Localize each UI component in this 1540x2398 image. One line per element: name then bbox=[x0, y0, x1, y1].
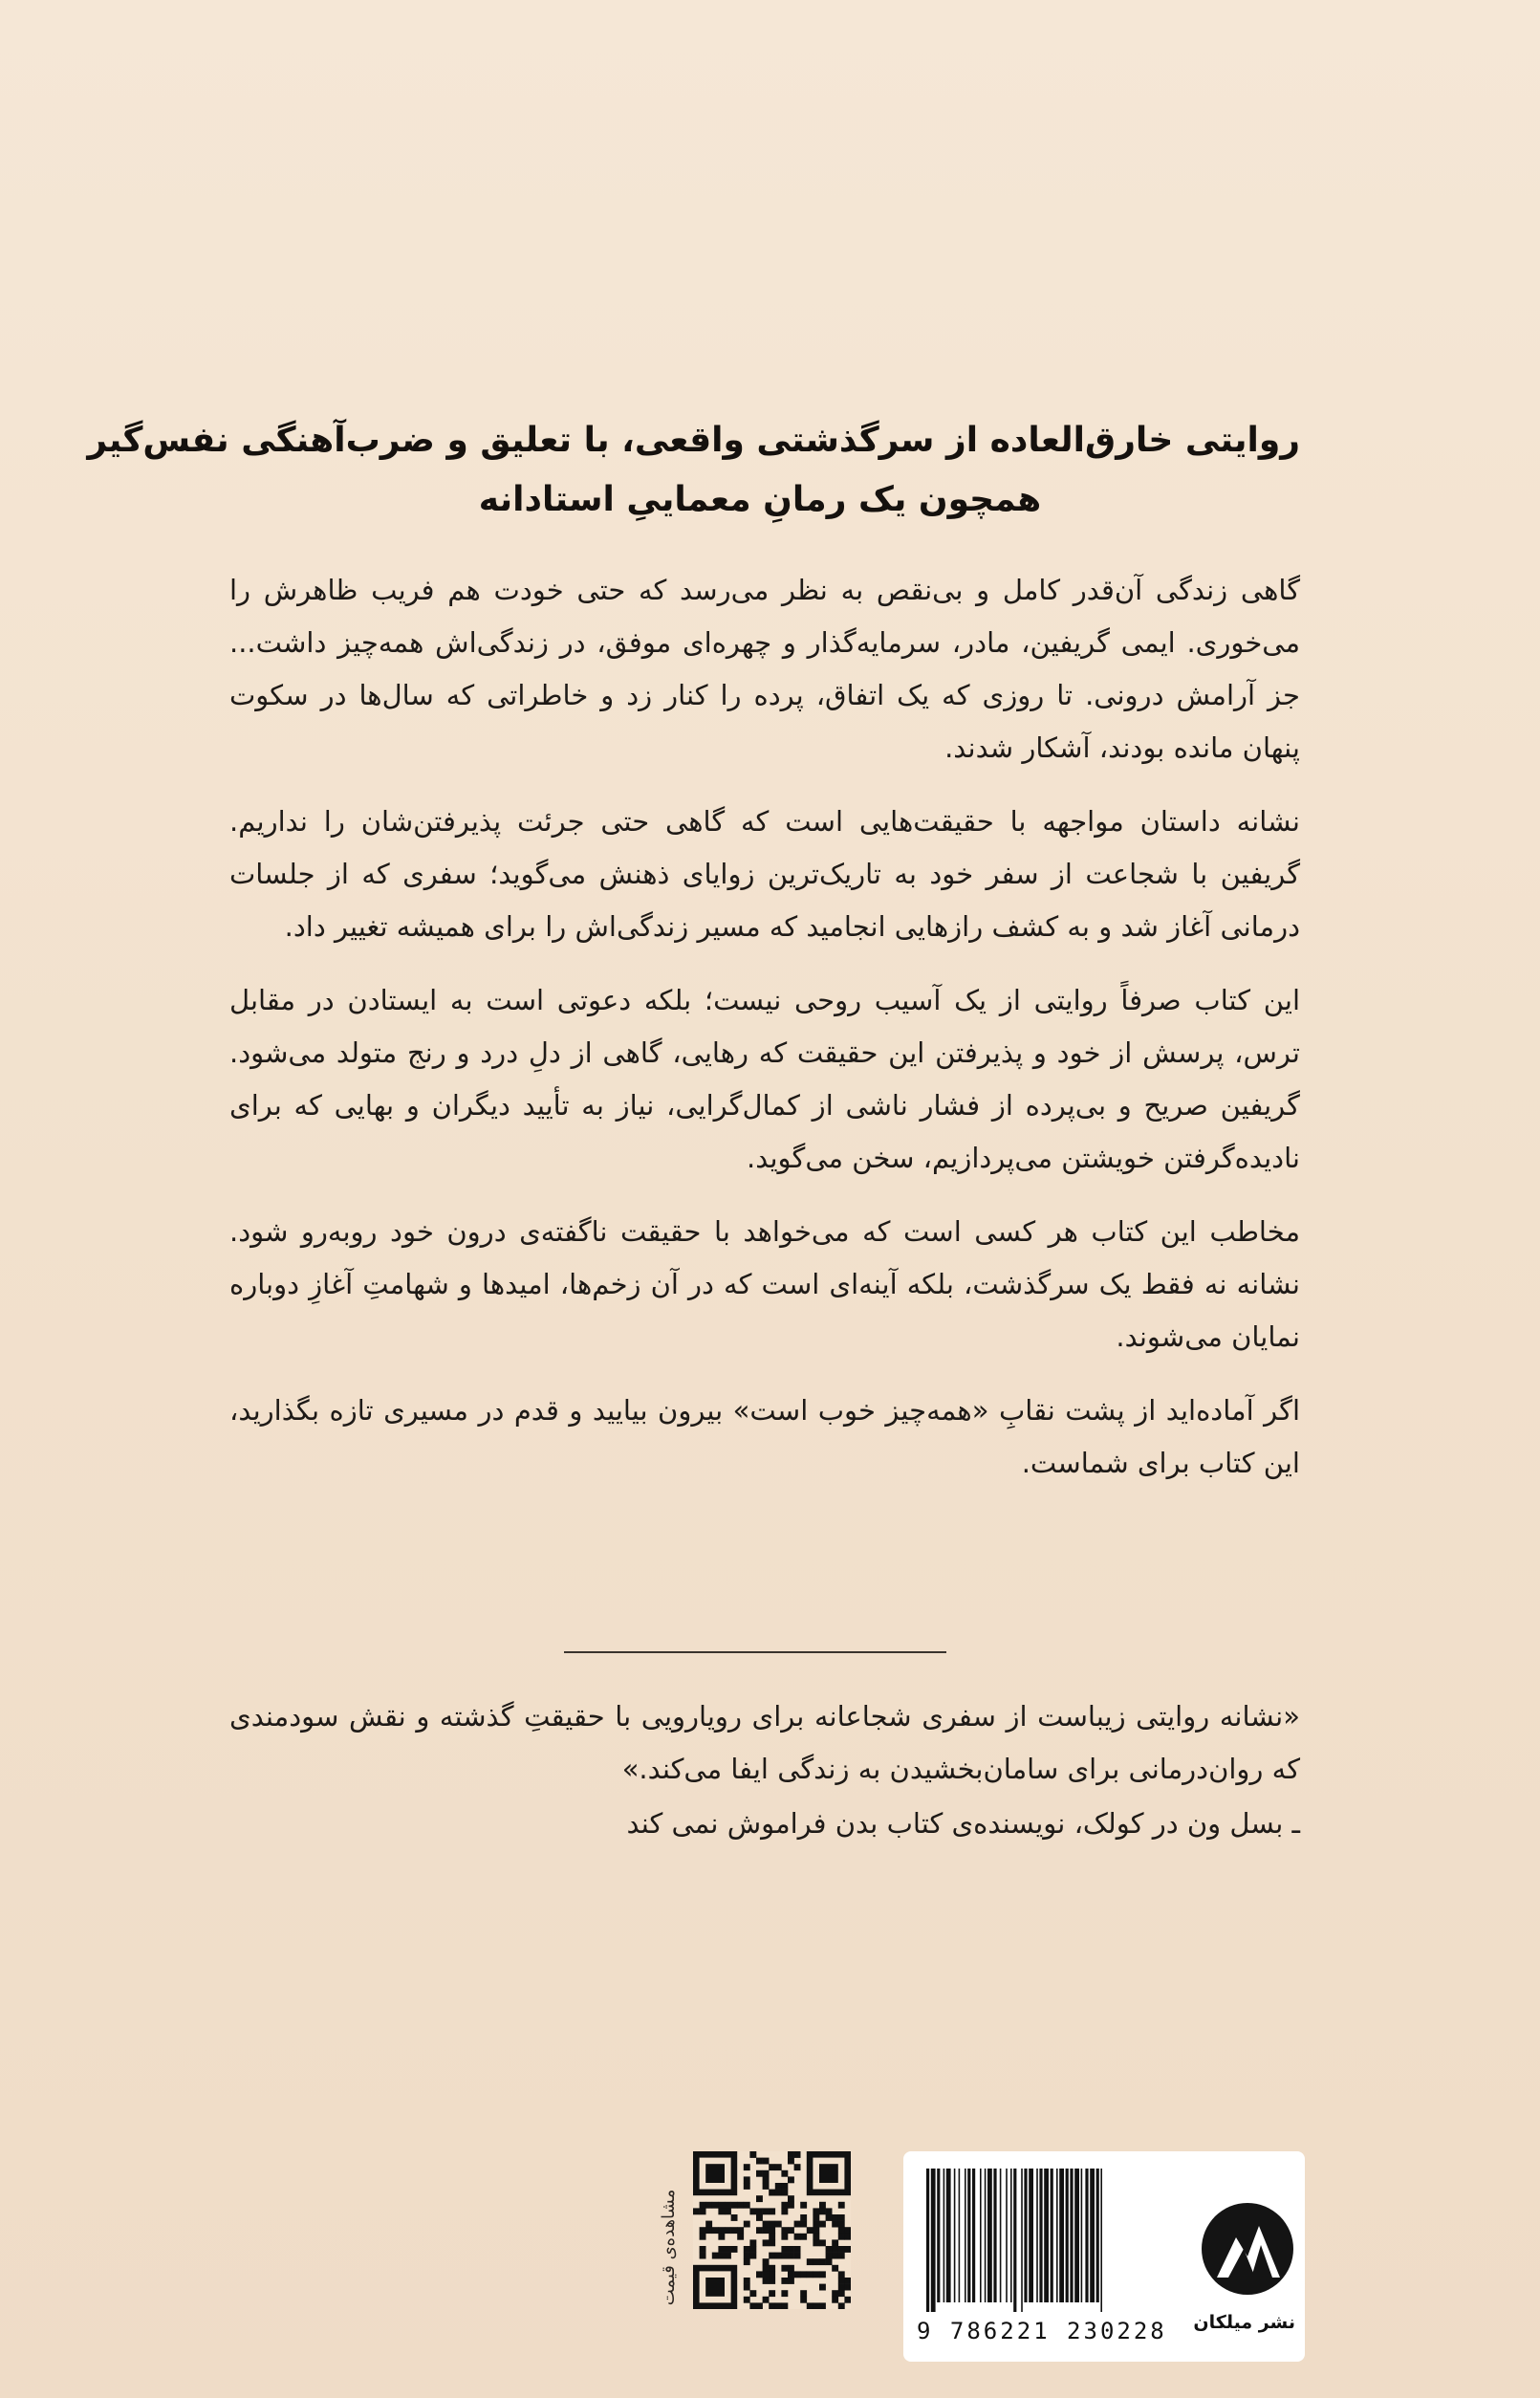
qr-module bbox=[731, 2214, 738, 2221]
qr-module bbox=[838, 2253, 845, 2259]
qr-module bbox=[744, 2258, 750, 2265]
qr-module bbox=[705, 2227, 712, 2234]
headline-line-1: روایتی خارق‌العاده از سرگذشتی واقعی، با تعلیق و ضرب‌آهنگی نفس‌گیر bbox=[87, 421, 1300, 460]
qr-module bbox=[731, 2202, 738, 2209]
qr-module bbox=[844, 2234, 851, 2240]
qr-module bbox=[838, 2234, 845, 2240]
barcode-bar bbox=[954, 2169, 956, 2302]
paragraph-3: این کتاب صرفاً روایتی از یک آسیب روحی نیست؛ بلکه دعوتی است به ایستادن در مقابل ترس، پرسش از خود و پذیرفتن این حقیقت که رهایی، گاهی از دلِ درد و رنج متولد می‌شود. گریفین صریح و بی‌پرده از فشار ناشی از کمال‌گرایی، نیاز به تأیید دیگران و بهایی که برای نادیده‌گرفتن خویشتن می‌پردازیم، سخن می‌گوید. bbox=[229, 984, 1300, 1174]
qr-module bbox=[788, 2278, 794, 2284]
qr-module bbox=[744, 2202, 750, 2209]
qr-module bbox=[800, 2290, 807, 2297]
qr-module bbox=[705, 2164, 725, 2183]
barcode-bar bbox=[1021, 2169, 1023, 2312]
barcode-bar bbox=[967, 2169, 970, 2302]
qr-module bbox=[819, 2202, 826, 2209]
qr-module bbox=[794, 2246, 801, 2253]
qr-module bbox=[838, 2221, 845, 2228]
qr-module bbox=[744, 2246, 750, 2253]
qr-module bbox=[838, 2271, 845, 2278]
isbn-barcode-box bbox=[903, 2151, 1305, 2362]
qr-module bbox=[807, 2302, 813, 2309]
qr-module bbox=[781, 2227, 788, 2234]
barcode-bar bbox=[944, 2169, 945, 2302]
qr-module bbox=[712, 2253, 719, 2259]
qr-module bbox=[807, 2271, 813, 2278]
qr-module bbox=[749, 2290, 756, 2297]
qr-module bbox=[800, 2234, 807, 2240]
qr-module bbox=[800, 2271, 807, 2278]
barcode-bar bbox=[1039, 2169, 1042, 2302]
qr-module bbox=[769, 2271, 775, 2278]
qr-module bbox=[844, 2278, 851, 2284]
qr-module bbox=[775, 2302, 782, 2309]
qr-module bbox=[756, 2302, 763, 2309]
qr-module bbox=[826, 2258, 833, 2265]
qr-module bbox=[769, 2278, 775, 2284]
qr-module bbox=[744, 2183, 750, 2190]
qr-module bbox=[700, 2234, 706, 2240]
qr-module bbox=[826, 2246, 833, 2253]
qr-module bbox=[763, 2278, 770, 2284]
qr-module bbox=[769, 2290, 775, 2297]
qr-module bbox=[744, 2278, 750, 2284]
qr-module bbox=[826, 2253, 833, 2259]
barcode-bar bbox=[1081, 2169, 1083, 2302]
barcode-bar bbox=[1013, 2169, 1016, 2312]
qr-module bbox=[725, 2202, 731, 2209]
qr-module bbox=[749, 2151, 756, 2158]
qr-module bbox=[718, 2202, 725, 2209]
qr-module bbox=[737, 2202, 744, 2209]
qr-module bbox=[832, 2214, 838, 2221]
qr-module bbox=[769, 2234, 775, 2240]
qr-module bbox=[775, 2183, 782, 2190]
qr-module bbox=[763, 2208, 770, 2214]
barcode-bar bbox=[980, 2169, 982, 2302]
qr-module bbox=[763, 2297, 770, 2303]
qr-module bbox=[813, 2234, 819, 2240]
qr-module bbox=[813, 2271, 819, 2278]
qr-module bbox=[813, 2227, 819, 2234]
barcode-bar bbox=[946, 2169, 951, 2302]
qr-module bbox=[788, 2176, 794, 2183]
qr-module bbox=[819, 2208, 826, 2214]
qr-module bbox=[763, 2170, 770, 2177]
qr-module bbox=[718, 2234, 725, 2240]
qr-module bbox=[744, 2253, 750, 2259]
barcode-bar bbox=[959, 2169, 961, 2302]
qr-module bbox=[832, 2265, 838, 2272]
qr-module bbox=[844, 2284, 851, 2291]
barcode-bar bbox=[1010, 2169, 1012, 2302]
qr-module bbox=[700, 2208, 706, 2214]
qr-module bbox=[788, 2271, 794, 2278]
barcode-bar bbox=[1085, 2169, 1088, 2302]
qr-module bbox=[718, 2253, 725, 2259]
qr-module bbox=[744, 2297, 750, 2303]
qr-module bbox=[800, 2202, 807, 2209]
qr-module bbox=[769, 2164, 775, 2170]
qr-module bbox=[781, 2208, 788, 2214]
qr-module bbox=[737, 2234, 744, 2240]
barcode-bar bbox=[1006, 2169, 1008, 2302]
endorsement-quote bbox=[229, 1690, 1300, 1796]
qr-module bbox=[712, 2202, 719, 2209]
qr-module bbox=[838, 2302, 845, 2309]
barcode-bar bbox=[987, 2169, 992, 2302]
barcode-bar bbox=[1066, 2169, 1069, 2302]
paragraph-4: مخاطب این کتاب هر کسی است که می‌خواهد با حقیقت ناگفته‌ی درون خود روبه‌رو شود. نشانه نه فقط یک سرگذشت، بلکه آینه‌ای است که در آن زخم‌ها، امیدها و شهامتِ آغازِ دوباره نمایان می‌شوند. bbox=[229, 1215, 1300, 1353]
qr-module bbox=[781, 2265, 788, 2272]
qr-module bbox=[813, 2208, 819, 2214]
qr-module bbox=[838, 2278, 845, 2284]
qr-module bbox=[844, 2246, 851, 2253]
qr-module bbox=[838, 2290, 845, 2297]
qr-module bbox=[819, 2164, 838, 2183]
qr-module bbox=[800, 2214, 807, 2221]
qr-module bbox=[769, 2208, 775, 2214]
qr-module bbox=[813, 2302, 819, 2309]
qr-module bbox=[725, 2208, 731, 2214]
qr-module bbox=[794, 2221, 801, 2228]
qr-module bbox=[819, 2302, 826, 2309]
qr-module bbox=[763, 2183, 770, 2190]
qr-module bbox=[832, 2253, 838, 2259]
barcode-bar bbox=[1100, 2169, 1102, 2312]
barcode-bar bbox=[1029, 2169, 1033, 2302]
barcode-bar bbox=[1056, 2169, 1058, 2302]
qr-module bbox=[769, 2239, 775, 2246]
qr-module bbox=[756, 2227, 763, 2234]
qr-module bbox=[712, 2227, 719, 2234]
qr-module bbox=[718, 2227, 725, 2234]
qr-module bbox=[756, 2208, 763, 2214]
qr-module bbox=[781, 2246, 788, 2253]
barcode-bar bbox=[1070, 2169, 1073, 2302]
qr-module bbox=[769, 2190, 775, 2196]
qr-module bbox=[744, 2221, 750, 2228]
qr-module bbox=[700, 2253, 706, 2259]
qr-module bbox=[807, 2258, 813, 2265]
qr-module bbox=[781, 2278, 788, 2284]
qr-module bbox=[781, 2302, 788, 2309]
qr-module bbox=[763, 2221, 770, 2228]
qr-module bbox=[744, 2164, 750, 2170]
barcode-bar bbox=[931, 2169, 936, 2312]
qr-module bbox=[788, 2158, 794, 2165]
barcode-bar bbox=[1059, 2169, 1064, 2302]
qr-module bbox=[819, 2284, 826, 2291]
qr-module bbox=[800, 2221, 807, 2228]
barcode-bar bbox=[972, 2169, 975, 2302]
blurb-body bbox=[229, 564, 1300, 1511]
qr-module bbox=[788, 2246, 794, 2253]
qr-module bbox=[756, 2271, 763, 2278]
qr-module bbox=[725, 2246, 731, 2253]
qr-module bbox=[781, 2290, 788, 2297]
barcode-bar bbox=[985, 2169, 987, 2302]
qr-module bbox=[819, 2271, 826, 2278]
qr-module bbox=[832, 2239, 838, 2246]
qr-module bbox=[705, 2278, 725, 2297]
qr-module bbox=[813, 2258, 819, 2265]
qr-module bbox=[700, 2227, 706, 2234]
qr-code[interactable] bbox=[693, 2151, 851, 2309]
qr-module bbox=[794, 2151, 801, 2158]
qr-module bbox=[781, 2234, 788, 2240]
qr-module bbox=[756, 2158, 763, 2165]
qr-module bbox=[800, 2297, 807, 2303]
qr-module bbox=[794, 2164, 801, 2170]
qr-module bbox=[749, 2253, 756, 2259]
qr-module bbox=[819, 2221, 826, 2228]
qr-module bbox=[737, 2227, 744, 2234]
qr-module bbox=[781, 2190, 788, 2196]
qr-module bbox=[794, 2253, 801, 2259]
paragraph-5: اگر آماده‌اید از پشت نقابِ «همه‌چیز خوب است» بیرون بیایید و قدم در مسیری تازه بگذارید، این کتاب برای شماست. bbox=[229, 1394, 1300, 1479]
qr-module bbox=[763, 2271, 770, 2278]
qr-module bbox=[788, 2227, 794, 2234]
qr-module bbox=[763, 2239, 770, 2246]
qr-module bbox=[838, 2246, 845, 2253]
barcode-bar bbox=[1044, 2169, 1049, 2302]
barcode-bar bbox=[926, 2169, 929, 2312]
barcode-bar bbox=[937, 2169, 940, 2302]
qr-module bbox=[838, 2202, 845, 2209]
qr-module bbox=[763, 2227, 770, 2234]
qr-module bbox=[763, 2158, 770, 2165]
qr-module bbox=[781, 2253, 788, 2259]
qr-module bbox=[705, 2221, 712, 2228]
barcode-bar bbox=[993, 2169, 996, 2302]
qr-module bbox=[819, 2239, 826, 2246]
qr-module bbox=[718, 2246, 725, 2253]
qr-module bbox=[826, 2214, 833, 2221]
qr-module bbox=[832, 2246, 838, 2253]
divider bbox=[564, 1651, 946, 1653]
barcode-bar bbox=[1036, 2169, 1038, 2302]
qr-module bbox=[769, 2265, 775, 2272]
qr-module bbox=[813, 2239, 819, 2246]
qr-module bbox=[775, 2253, 782, 2259]
qr-module bbox=[781, 2202, 788, 2209]
qr-module bbox=[788, 2195, 794, 2202]
qr-module bbox=[775, 2221, 782, 2228]
qr-module bbox=[813, 2214, 819, 2221]
qr-module bbox=[769, 2221, 775, 2228]
qr-module bbox=[844, 2297, 851, 2303]
barcode-bar bbox=[1096, 2169, 1099, 2302]
qr-module bbox=[807, 2227, 813, 2234]
qr-module bbox=[718, 2208, 725, 2214]
qr-module bbox=[749, 2239, 756, 2246]
qr-module bbox=[769, 2302, 775, 2309]
qr-module bbox=[844, 2227, 851, 2234]
qr-module bbox=[731, 2246, 738, 2253]
qr-module bbox=[763, 2265, 770, 2272]
qr-module bbox=[725, 2227, 731, 2234]
qr-module bbox=[832, 2221, 838, 2228]
qr-module bbox=[731, 2227, 738, 2234]
qr-module bbox=[763, 2258, 770, 2265]
qr-module bbox=[749, 2208, 756, 2214]
qr-module bbox=[775, 2190, 782, 2196]
headline bbox=[87, 411, 1300, 530]
qr-module bbox=[794, 2271, 801, 2278]
publisher-name: نشر میلکان bbox=[1193, 2312, 1295, 2333]
barcode-bar bbox=[965, 2169, 966, 2302]
qr-module bbox=[781, 2183, 788, 2190]
qr-label-text: مشاهده‌ی قیمت bbox=[659, 2189, 680, 2305]
qr-module bbox=[838, 2227, 845, 2234]
qr-module bbox=[700, 2246, 706, 2253]
qr-module bbox=[756, 2195, 763, 2202]
qr-module bbox=[756, 2214, 763, 2221]
publisher-logo bbox=[1193, 2190, 1295, 2352]
qr-module bbox=[769, 2253, 775, 2259]
qr-module bbox=[819, 2258, 826, 2265]
qr-module bbox=[700, 2202, 706, 2209]
qr-module bbox=[705, 2202, 712, 2209]
qr-code-graphic bbox=[693, 2151, 851, 2309]
qr-module bbox=[826, 2208, 833, 2214]
qr-module bbox=[756, 2170, 763, 2177]
qr-module bbox=[763, 2176, 770, 2183]
qr-module bbox=[693, 2208, 700, 2214]
barcode-bar bbox=[1074, 2169, 1079, 2302]
qr-module bbox=[744, 2176, 750, 2183]
qr-label bbox=[650, 2151, 688, 2343]
barcode-graphic bbox=[922, 2169, 1190, 2312]
qr-module bbox=[813, 2221, 819, 2228]
qr-module bbox=[744, 2284, 750, 2291]
barcode-bar bbox=[1000, 2169, 1002, 2302]
qr-module bbox=[769, 2227, 775, 2234]
barcode-bar bbox=[1090, 2169, 1095, 2302]
qr-module bbox=[781, 2170, 788, 2177]
headline-line-2: همچون یک رمانِ معماییِ استادانه bbox=[478, 480, 1042, 519]
qr-module bbox=[788, 2265, 794, 2272]
qr-module bbox=[749, 2246, 756, 2253]
mountain-logo-icon bbox=[1200, 2190, 1295, 2309]
qr-module bbox=[775, 2164, 782, 2170]
qr-module bbox=[832, 2297, 838, 2303]
qr-module bbox=[788, 2151, 794, 2158]
paragraph-1: گاهی زندگی آن‌قدر کامل و بی‌نقص به نظر می‌رسد که حتی خودت هم فریب ظاهرش را می‌خوری. ایمی گریفین، مادر، سرمایه‌گذار و چهره‌ای موفق، در زندگی‌اش همه‌چیز داشت... جز آرامش درونی. تا روزی که یک اتفاق، پرده را کنار زد و خاطراتی که سال‌ها در سکوت پنهان مانده بودند، آشکار شدند. bbox=[229, 574, 1300, 764]
qr-module bbox=[749, 2302, 756, 2309]
qr-module bbox=[838, 2284, 845, 2291]
paragraph-2: نشانه داستان مواجهه با حقیقت‌هایی است که گاهی حتی جرئت پذیرفتن‌شان را نداریم. گریفین با شجاعت از سفر خود به تاریک‌ترین زوایای ذهنش می‌گوید؛ سفری که از جلسات درمانی آغاز شد و به کشف رازهایی انجامید که مسیر زندگی‌اش را برای همیشه تغییر داد. bbox=[229, 805, 1300, 943]
barcode-bar bbox=[1024, 2169, 1027, 2302]
qr-module bbox=[794, 2234, 801, 2240]
quote-text: «نشانه روایتی زیباست از سفری شجاعانه برای رویارویی با حقیقتِ گذشته و نقش سودمندی که روان‌درمانی برای سامان‌بخشیدن به زندگی ایفا می‌کند.» bbox=[229, 1700, 1300, 1785]
isbn-number: 9 786221 230228 bbox=[917, 2318, 1167, 2344]
quote-attribution: ـ بسل ون در کولک، نویسنده‌ی کتاب بدن فراموش نمی کند bbox=[626, 1807, 1300, 1840]
qr-module bbox=[832, 2290, 838, 2297]
qr-module bbox=[788, 2253, 794, 2259]
barcode-bar bbox=[1051, 2169, 1053, 2302]
qr-module bbox=[725, 2253, 731, 2259]
qr-module bbox=[788, 2202, 794, 2209]
qr-module bbox=[838, 2214, 845, 2221]
